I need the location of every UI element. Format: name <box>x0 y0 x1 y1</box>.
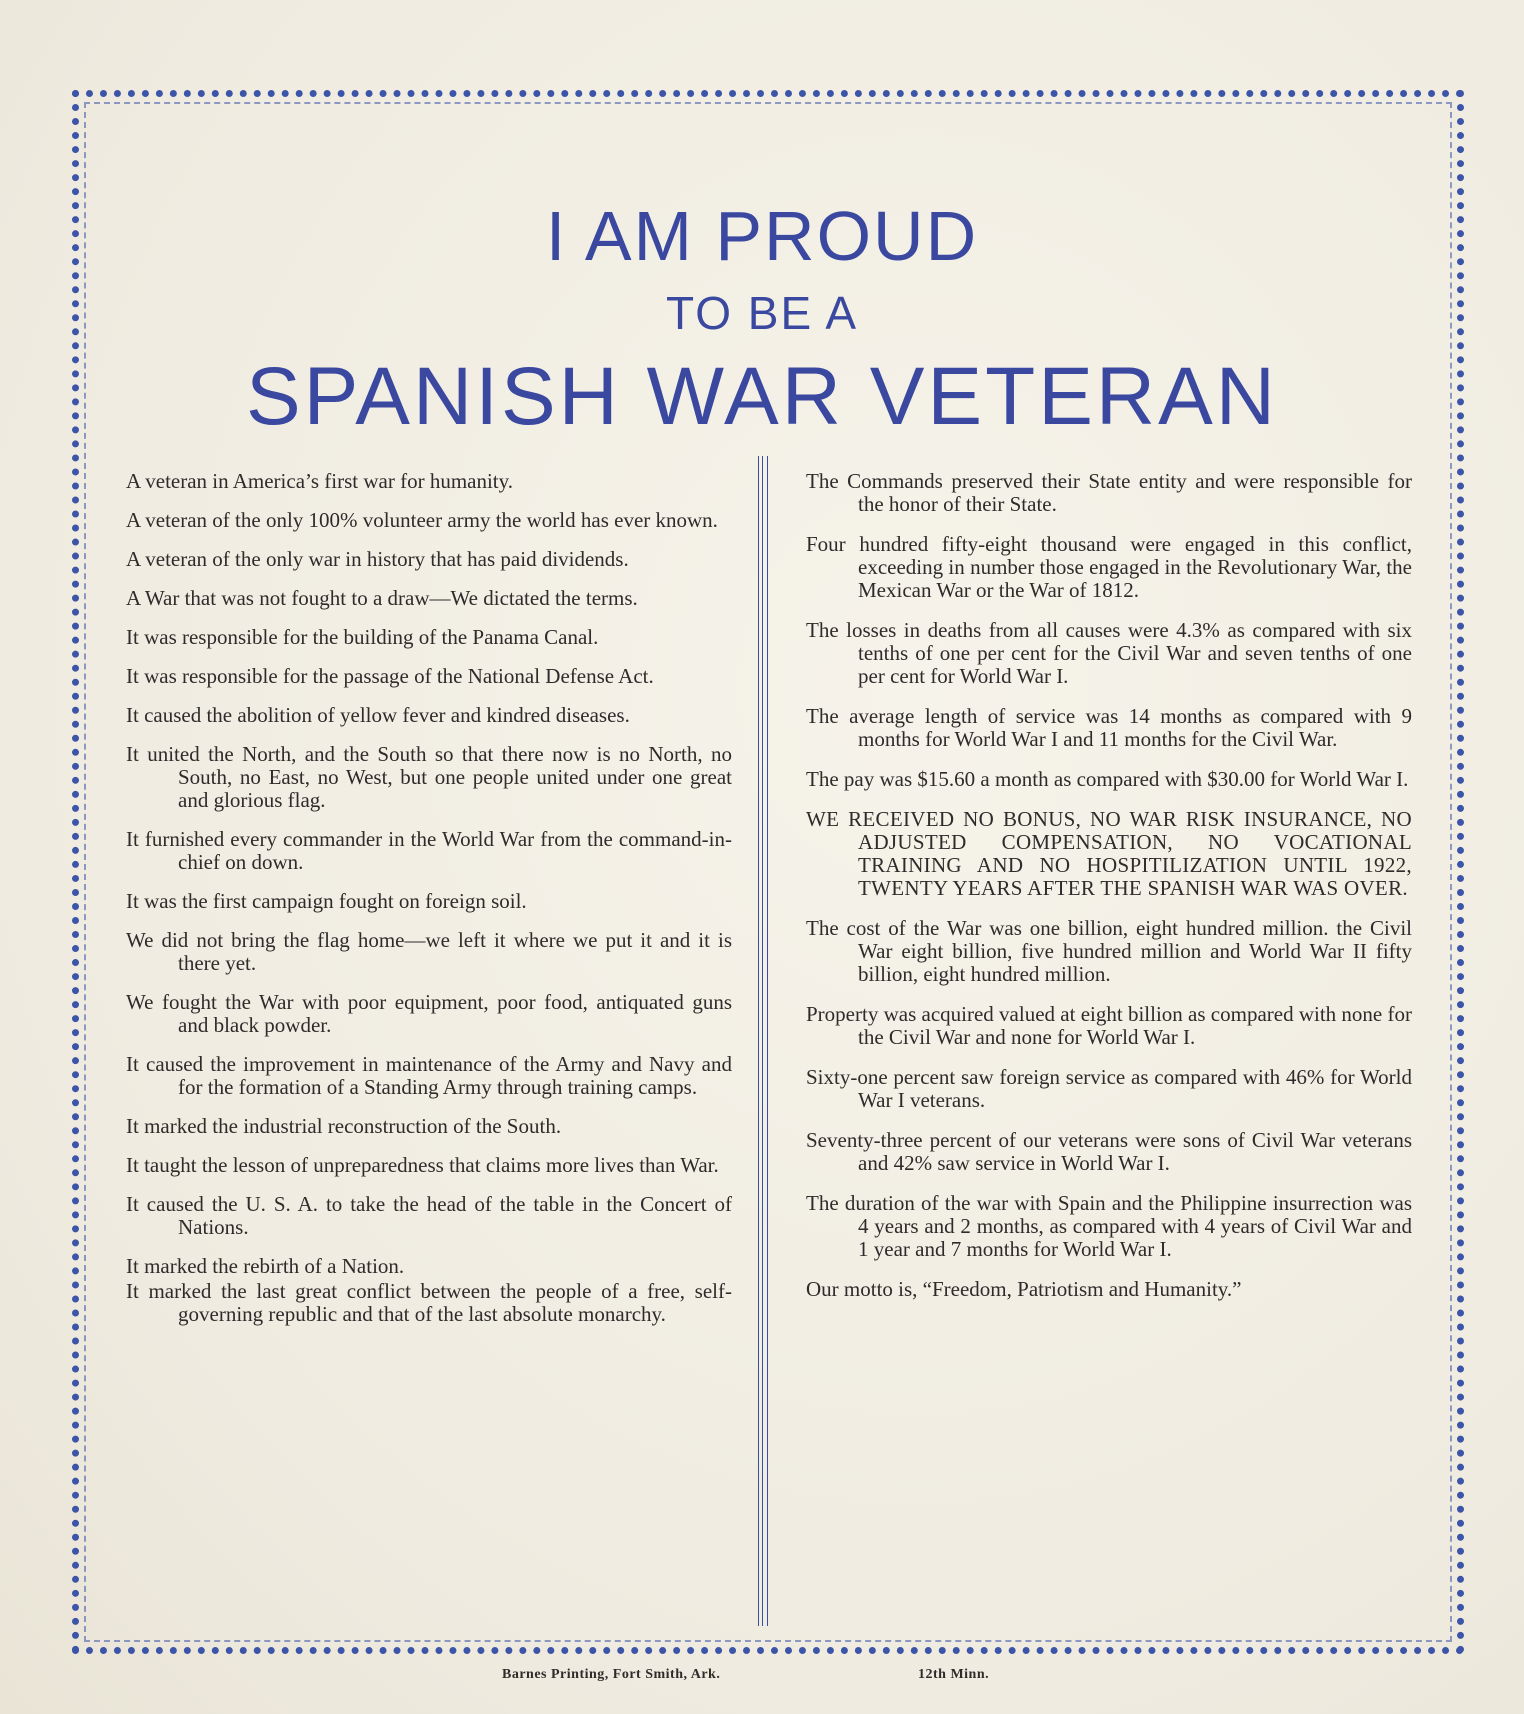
left-item: It marked the industrial reconstruction of the South. <box>126 1114 562 1138</box>
right-item: The cost of the War was one billion, eight hundred million. the Civil War eight billion, five hundred million and World War II fifty billion, eight hundred million. <box>806 916 1412 986</box>
left-item: It caused the improvement in maintenance of the Army and Navy and for the formation of a Standing Army through training camps. <box>126 1052 732 1099</box>
left-item: It united the North, and the South so that there now is no North, no South, no East, no West, but one people united under one great and glorious flag. <box>126 742 732 812</box>
right-item: The Commands preserved their State entity and were responsible for the honor of their State. <box>806 469 1412 516</box>
unit-label: 12th Minn. <box>918 1667 990 1682</box>
printer-credit: Barnes Printing, Fort Smith, Ark. <box>502 1667 721 1682</box>
left-item: A veteran of the only 100% volunteer army the world has ever known. <box>126 508 718 532</box>
left-column <box>126 470 732 1342</box>
right-item: Seventy-three percent of our veterans were sons of Civil War veterans and 42% saw service in World War I. <box>806 1128 1412 1175</box>
right-item: Property was acquired valued at eight billion as compared with none for the Civil War and none for World War I. <box>806 1002 1412 1049</box>
column-divider <box>758 456 768 1626</box>
right-item: The pay was $15.60 a month as compared with $30.00 for World War I. <box>806 767 1409 791</box>
left-item: It caused the U. S. A. to take the head of the table in the Concert of Nations. <box>126 1192 732 1239</box>
left-item: It furnished every commander in the World War from the command-in-chief on down. <box>126 827 732 874</box>
left-item: It marked the rebirth of a Nation. <box>126 1254 405 1278</box>
right-item: The duration of the war with Spain and the Philippine insurrection was 4 years and 2 months, as compared with 4 years of Civil War and 1 year and 7 months for World War I. <box>806 1191 1412 1261</box>
right-item: Four hundred fifty-eight thousand were engaged in this conflict, exceeding in number those engaged in the Revolutionary War, the Mexican War or the War of 1812. <box>806 532 1412 602</box>
title-line-3: SPANISH WAR VETERAN <box>245 351 1279 442</box>
left-item: We did not bring the flag home—we left it where we put it and it is there yet. <box>126 928 732 975</box>
left-item: It marked the last great conflict between the people of a free, self-governing republic and that of the last absolute monarchy. <box>126 1279 732 1326</box>
left-item: It was responsible for the building of the Panama Canal. <box>126 625 599 649</box>
left-item: A veteran in America’s first war for humanity. <box>126 469 514 493</box>
right-item: Sixty-one percent saw foreign service as compared with 46% for World War I veterans. <box>806 1065 1412 1112</box>
left-item: A War that was not fought to a draw—We dictated the terms. <box>126 586 638 610</box>
right-item: The losses in deaths from all causes were 4.3% as compared with six tenths of one per cent for the Civil War and seven tenths of one per cent for World War I. <box>806 618 1412 688</box>
left-item: A veteran of the only war in history that has paid dividends. <box>126 547 629 571</box>
title-line-2: TO BE A <box>665 287 859 339</box>
left-item: It was responsible for the passage of the National Defense Act. <box>126 664 654 688</box>
left-item: It was the first campaign fought on foreign soil. <box>126 889 527 913</box>
title-line-1: I AM PROUD <box>545 197 979 275</box>
right-item-motto: Our motto is, “Freedom, Patriotism and Humanity.” <box>806 1277 1242 1301</box>
left-item: We fought the War with poor equipment, poor food, antiquated guns and black powder. <box>126 990 732 1037</box>
left-item: It taught the lesson of unpreparedness that claims more lives than War. <box>126 1153 719 1177</box>
left-item: It caused the abolition of yellow fever and kindred diseases. <box>126 703 630 727</box>
right-column <box>806 470 1412 1318</box>
right-item: The average length of service was 14 months as compared with 9 months for World War I and 11 months for the Civil War. <box>806 704 1412 751</box>
right-item-notice: WE RECEIVED NO BONUS, NO WAR RISK INSURANCE, NO ADJUSTED COMPENSATION, NO VOCATIONAL TRAINING AND NO HOSPITILIZATION UNTIL 1922, TWENTY YEARS AFTER THE SPANISH WAR WAS OVER. <box>806 807 1412 900</box>
